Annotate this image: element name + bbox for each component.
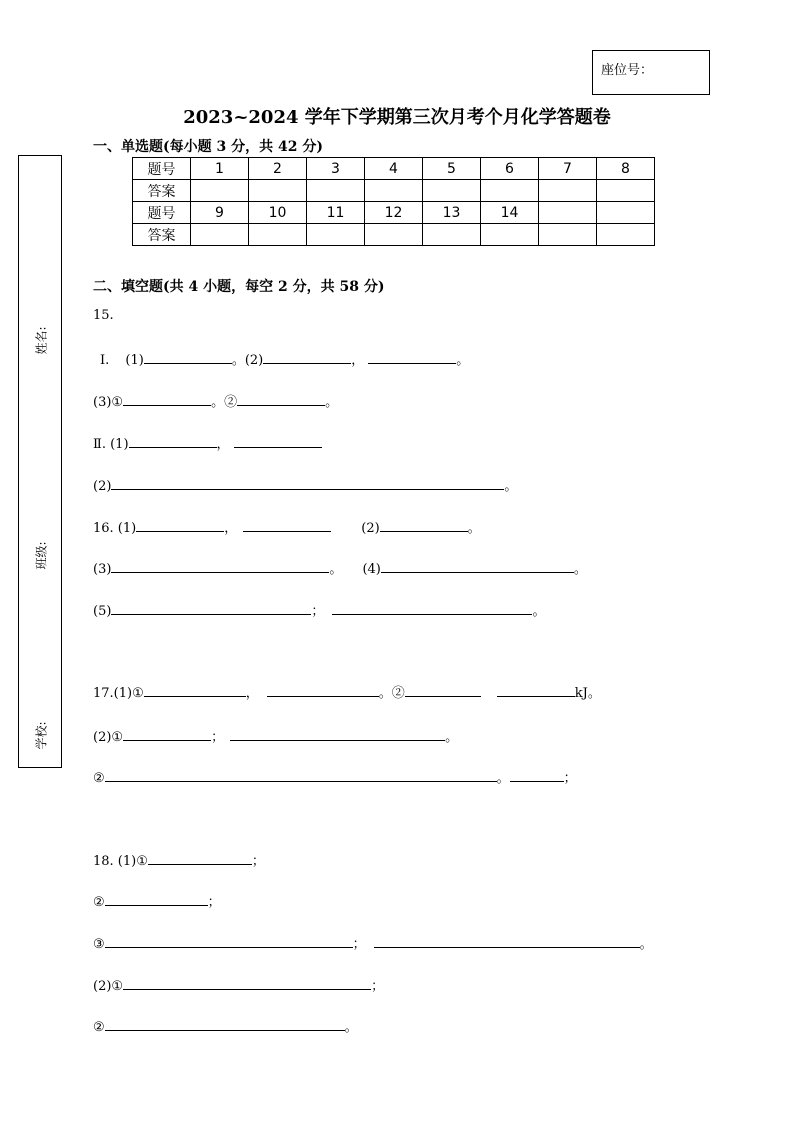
school-label: 学校: [34, 721, 49, 750]
table-row [133, 158, 655, 180]
q16-sub-label: (4) [362, 562, 381, 577]
answer-cell[interactable] [307, 180, 365, 202]
answer-header: 答案 [133, 224, 191, 246]
q16-line-1 [93, 517, 481, 536]
q18-line-4 [93, 975, 384, 994]
q15-part-label: Ⅰ. [100, 353, 110, 368]
q15-number: 15. [93, 308, 114, 323]
answer-cell[interactable] [481, 224, 539, 246]
section-1-heading: 一、单选题(每小题 3 分，共 42 分) [93, 139, 323, 155]
q16-sub-label: (2) [361, 521, 380, 536]
q18-sub-label: ② [93, 895, 105, 910]
answer-cell[interactable] [191, 224, 249, 246]
separator: ； [251, 854, 265, 869]
separator: ， [351, 353, 365, 368]
question-number-cell: 11 [307, 202, 365, 224]
answer-blank[interactable] [380, 517, 468, 532]
question-number-cell: 5 [423, 158, 481, 180]
period: 。 [325, 395, 339, 410]
answer-cell[interactable] [249, 224, 307, 246]
period: 。 [344, 1020, 358, 1035]
answer-cell[interactable] [539, 224, 597, 246]
class-label: 班级: [34, 541, 49, 570]
q18-sub-label: (2)① [93, 979, 124, 994]
period: 。 [496, 771, 510, 786]
answer-cell[interactable] [481, 180, 539, 202]
answer-blank[interactable] [144, 682, 246, 697]
answer-blank[interactable] [123, 975, 371, 990]
answer-blank[interactable] [105, 1016, 345, 1031]
name-label: 姓名: [34, 326, 49, 355]
answer-blank[interactable] [136, 517, 224, 532]
separator: ； [352, 937, 366, 952]
question-number-cell: 1 [191, 158, 249, 180]
page-title: 2023~2024 学年下学期第三次月考个月化学答题卷 [183, 107, 611, 128]
q17-line-2 [93, 726, 458, 745]
period: 。 [445, 730, 459, 745]
question-number-header: 题号 [133, 158, 191, 180]
seat-number-box[interactable] [592, 50, 710, 95]
answer-cell[interactable] [307, 224, 365, 246]
period: 。 [329, 562, 343, 577]
answer-blank[interactable] [381, 558, 574, 573]
answer-blank[interactable] [263, 349, 351, 364]
answer-blank[interactable] [129, 433, 217, 448]
question-number-cell: 10 [249, 202, 307, 224]
answer-blank[interactable] [148, 850, 252, 865]
q15-sub-label: (3)① [93, 395, 124, 410]
table-row [133, 202, 655, 224]
question-number-cell: 6 [481, 158, 539, 180]
answer-cell[interactable] [539, 180, 597, 202]
question-number-cell: 4 [365, 158, 423, 180]
separator: ； [207, 895, 221, 910]
question-number-header: 题号 [133, 202, 191, 224]
question-number-cell: 12 [365, 202, 423, 224]
q15-sub-label: (1) [125, 353, 144, 368]
answer-blank[interactable] [111, 600, 311, 615]
period: 。 [467, 521, 481, 536]
answer-blank[interactable] [332, 600, 532, 615]
answer-blank[interactable] [267, 682, 379, 697]
q16-sub-label: (5) [93, 604, 112, 619]
answer-blank[interactable] [105, 767, 497, 782]
answer-blank[interactable] [234, 433, 322, 448]
q17-line-3 [93, 767, 577, 786]
answer-cell[interactable] [191, 180, 249, 202]
answer-header: 答案 [133, 180, 191, 202]
q18-sub-label: ③ [93, 937, 105, 952]
q18-sub-label: 18. (1)① [93, 854, 148, 869]
q18-line-5 [93, 1016, 358, 1035]
q15-sub-label: (2) [93, 479, 112, 494]
answer-blank[interactable] [111, 558, 329, 573]
answer-cell[interactable] [423, 224, 481, 246]
q16-sub-label: 16. (1) [93, 521, 137, 536]
question-number-cell: 3 [307, 158, 365, 180]
q17-sub-label: ② [93, 771, 105, 786]
answer-blank[interactable] [230, 726, 445, 741]
answer-cell[interactable] [423, 180, 481, 202]
separator: ， [216, 437, 230, 452]
question-number-cell: 2 [249, 158, 307, 180]
separator: ； [311, 604, 325, 619]
question-number-cell: 7 [539, 158, 597, 180]
question-number-cell: 9 [191, 202, 249, 224]
q15-line-2 [93, 391, 338, 410]
period: 。 [532, 604, 546, 619]
q17-sub-label: 17.(1)① [93, 686, 144, 701]
answer-cell[interactable] [365, 224, 423, 246]
answer-blank[interactable] [243, 517, 331, 532]
answer-blank[interactable] [405, 682, 481, 697]
question-number-cell [597, 202, 655, 224]
table-row [133, 224, 655, 246]
separator: ； [563, 771, 577, 786]
seat-number-label: 座位号： [601, 63, 654, 78]
answer-cell[interactable] [597, 180, 655, 202]
question-number-cell: 8 [597, 158, 655, 180]
answer-cell[interactable] [597, 224, 655, 246]
period: 。 [639, 937, 653, 952]
q16-sub-label: (3) [93, 562, 112, 577]
answer-blank[interactable] [111, 475, 504, 490]
answer-blank[interactable] [510, 767, 564, 782]
period: 。 [504, 479, 518, 494]
q16-line-3 [93, 600, 545, 619]
answer-table [132, 157, 655, 246]
period: 。 [456, 353, 470, 368]
q18-line-2 [93, 891, 221, 910]
answer-blank[interactable] [123, 391, 211, 406]
answer-cell[interactable] [365, 180, 423, 202]
separator: ； [371, 979, 385, 994]
question-number-cell: 13 [423, 202, 481, 224]
q16-line-2 [93, 558, 587, 577]
q17-sub-label: 。② [378, 686, 405, 701]
q15-sub-label: 。② [211, 395, 238, 410]
q15-sub-label: Ⅱ. (1) [93, 437, 129, 452]
answer-blank[interactable] [105, 933, 353, 948]
q18-sub-label: ② [93, 1020, 105, 1035]
answer-blank[interactable] [368, 349, 456, 364]
answer-blank[interactable] [144, 349, 232, 364]
period: 。 [573, 562, 587, 577]
table-row [133, 180, 655, 202]
answer-blank[interactable] [374, 933, 640, 948]
section-2-heading: 二、填空题(共 4 小题，每空 2 分，共 58 分) [93, 279, 385, 295]
q18-line-1 [93, 850, 265, 869]
answer-blank[interactable] [497, 682, 575, 697]
answer-blank[interactable] [123, 726, 211, 741]
q15-line-4 [93, 475, 517, 494]
q17-sub-label: (2)① [93, 730, 124, 745]
student-info-strip [18, 155, 62, 768]
q18-line-3 [93, 933, 653, 952]
q15-line-3 [93, 433, 322, 452]
separator: ； [211, 730, 225, 745]
q15-sub-label: 。(2) [231, 353, 264, 368]
answer-blank[interactable] [237, 391, 325, 406]
question-number-cell [539, 202, 597, 224]
answer-blank[interactable] [105, 891, 208, 906]
question-number-cell: 14 [481, 202, 539, 224]
unit-label: kJ。 [574, 686, 601, 701]
separator: ， [245, 686, 259, 701]
answer-cell[interactable] [249, 180, 307, 202]
separator: ， [224, 521, 238, 536]
q15-line-1 [100, 349, 469, 368]
q17-line-1 [93, 682, 601, 701]
